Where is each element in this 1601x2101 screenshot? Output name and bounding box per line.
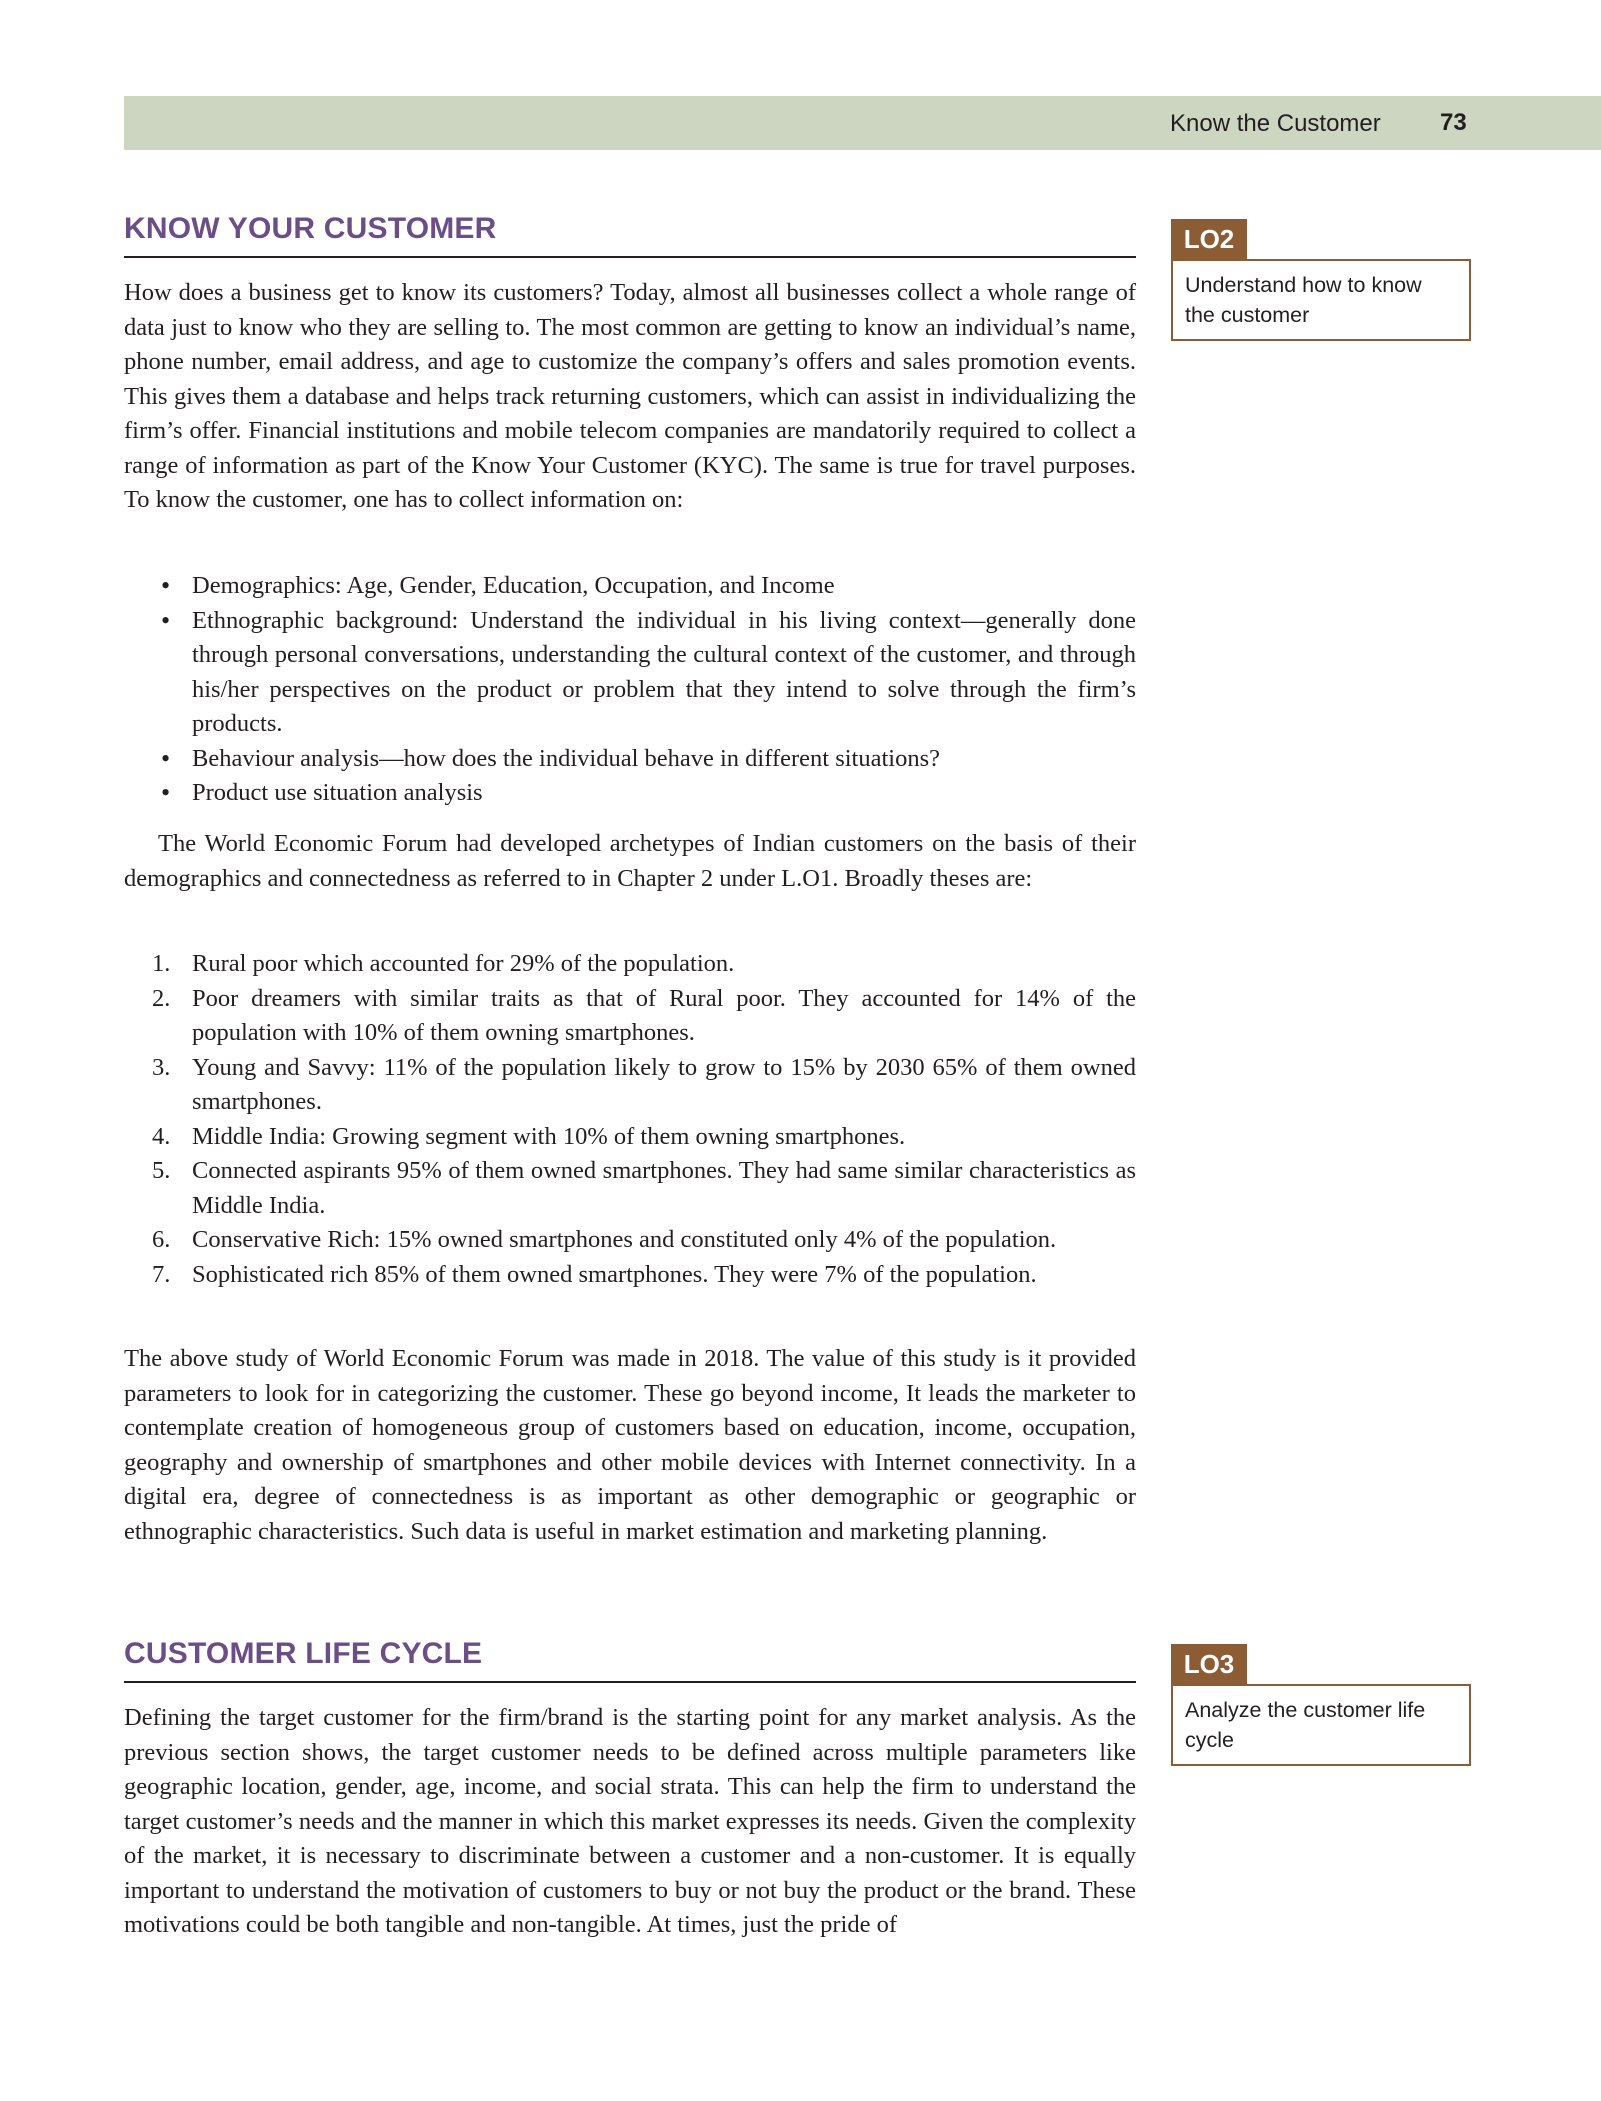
item-number: 7.: [152, 1260, 171, 1288]
bullet-item: • Demographics: Age, Gender, Education, Occupation, and Income: [124, 569, 1136, 604]
item-text: Sophisticated rich 85% of them owned smartphones. They were 7% of the population.: [192, 1260, 1037, 1288]
item-number: 1.: [152, 950, 171, 977]
item-number: 3.: [152, 1053, 171, 1081]
archetype-item: [124, 1120, 1136, 1155]
archetype-item: [124, 947, 1136, 982]
archetype-item: [124, 1154, 1136, 1223]
item-text: Young and Savvy: 11% of the population likely to grow to 15% by 2030 65% of them owned smartphones.: [192, 1053, 1136, 1115]
lo3-objective: Analyze the customer life cycle: [1171, 1684, 1471, 1766]
archetype-item: [124, 982, 1136, 1051]
running-head: Know the Customer: [1170, 110, 1381, 137]
item-text: Middle India: Growing segment with 10% of them owning smartphones.: [192, 1122, 906, 1150]
archetype-numbered-list: [124, 947, 1136, 1292]
item-text: Conservative Rich: 15% owned smartphones and constituted only 4% of the population.: [192, 1226, 1057, 1253]
item-text: Poor dreamers with similar traits as that of Rural poor. They accounted for 14% of the population with 10% of them owning smartphones.: [192, 984, 1136, 1046]
kyc-intro-paragraph: How does a business get to know its customers? Today, almost all businesses collect a whole range of data just to know who they are selling to. The most common are getting to know an individual’s name, phone number, email address, and age to customize the company’s offers and sales promotion events. This gives them a database and helps track returning customers, which can assist in individualizing the firm’s offer. Financial institutions and mobile telecom companies are mandatorily required to collect a range of information as part of the Know Your Customer (KYC). The same is true for travel purposes. To know the customer, one has to collect information on:: [124, 279, 1136, 513]
archetype-item: [124, 1223, 1136, 1258]
archetype-item: [124, 1051, 1136, 1120]
bullet-item: • Product use situation analysis: [124, 776, 1136, 811]
section-heading-know-your-customer: KNOW YOUR CUSTOMER: [124, 212, 1136, 258]
lo3-tag: LO3: [1171, 1644, 1247, 1684]
kyc-info-bullet-list: [124, 569, 1136, 811]
page-number: 73: [1440, 109, 1467, 136]
wef-closing-paragraph: The above study of World Economic Forum was made in 2018. The value of this study is it provided parameters to look for in categorizing the customer. These go beyond income, It leads the marketer to contemplate creation of homogeneous group of customers based on education, income, occupation, geography and ownership of smartphones and other mobile devices with Internet connectivity. In a digital era, degree of connectedness is as important as other demographic or geographic or ethnographic characteristics. Such data is useful in market estimation and marketing planning.: [124, 1345, 1136, 1545]
wef-paragraph: The World Economic Forum had developed archetypes of Indian customers on the basis of their demographics and connectedness as referred to in Chapter 2 under L.O1. Broadly theses are:: [124, 830, 1136, 892]
item-number: 5.: [152, 1157, 171, 1184]
item-number: 2.: [152, 984, 171, 1012]
life-cycle-intro-paragraph: Defining the target customer for the firm/brand is the starting point for any market analysis. As the previous section shows, the target customer needs to be defined across multiple parameters like geographic location, gender, age, income, and social strata. This can help the firm to understand the target customer’s needs and the manner in which this market expresses its needs. Given the complexity of the market, it is necessary to discriminate between a customer and a non-customer. It is equally important to understand the motivation of customers to buy or not buy the product or the brand. These motivations could be both tangible and non-tangible. At times, just the pride of: [124, 1704, 1136, 1938]
bullet-item: • Behaviour analysis—how does the individual behave in different situations?: [124, 742, 1136, 777]
section-heading-customer-life-cycle: CUSTOMER LIFE CYCLE: [124, 1637, 1136, 1683]
item-text: Connected aspirants 95% of them owned smartphones. They had same similar characteristics as Middle India.: [192, 1157, 1136, 1219]
lo2-tag: LO2: [1171, 219, 1247, 259]
bullet-item: • Ethnographic background: Understand the individual in his living context—generally done through personal conversations, understanding the cultural context of the customer, and through his/her perspectives on the product or problem that they intend to solve through the firm’s products.: [124, 604, 1136, 742]
archetype-item: [124, 1258, 1136, 1293]
item-text: Rural poor which accounted for 29% of the population.: [192, 950, 735, 977]
item-number: 4.: [152, 1122, 171, 1150]
lo2-objective: Understand how to know the customer: [1171, 259, 1471, 341]
item-number: 6.: [152, 1226, 171, 1253]
